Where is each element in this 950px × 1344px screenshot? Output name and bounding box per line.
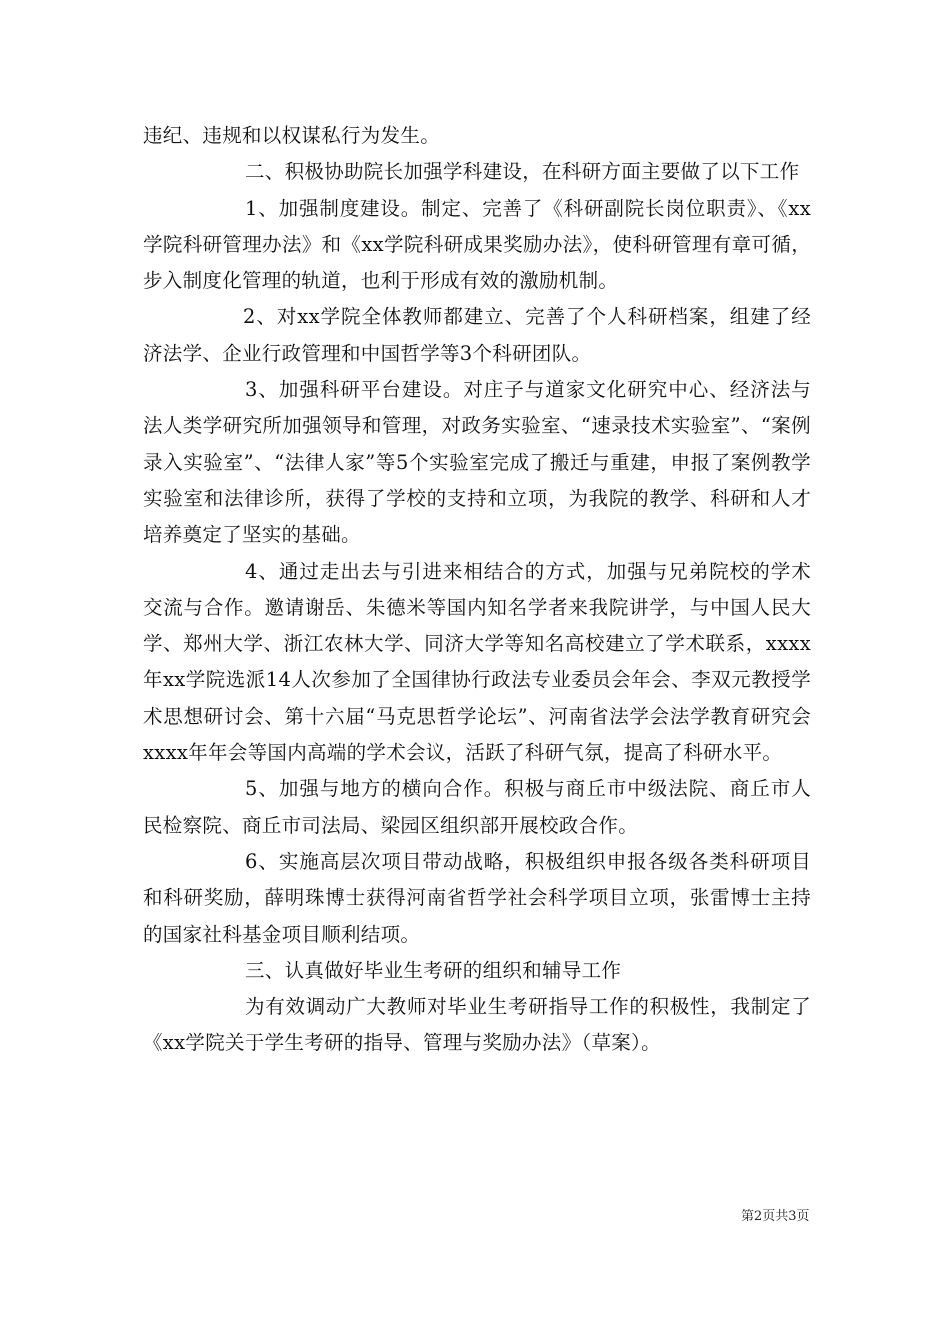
page-number: 第2页共3页 [741,1209,810,1224]
paragraph-closing: 为有效调动广大教师对毕业生考研指导工作的积极性，我制定了《xx学院关于学生考研的指导、管理与奖励办法》（草案）。 [143,995,811,1055]
section-heading-3: 三、认真做好毕业生考研的组织和辅导工作 [245,958,622,982]
paragraph-continuation: 违纪、违规和以权谋私行为发生。 [143,124,441,147]
document-body [143,118,811,1062]
paragraph-item-5: 5、加强与地方的横向合作。积极与商丘市中级法院、商丘市人民检察院、商丘市司法局、梁园区组织部开展校政合作。 [143,777,811,837]
paragraph-item-4: 4、通过走出去与引进来相结合的方式，加强与兄弟院校的学术交流与合作。邀请谢岳、朱德米等国内知名学者来我院讲学，与中国人民大学、郑州大学、浙江农林大学、同济大学等知名高校建立了学术联系，xxxx年xx学院选派14人次参加了全国律协行政法专业委员会年会、李双元教授学术思想研讨会、第十六届“马克思哲学论坛”、河南省法学会法学教育研究会xxxx年年会等国内高端的学术会议，活跃了科研气氛，提高了科研水平。 [143,559,811,765]
section-heading-2: 二、积极协助院长加强学科建设，在科研方面主要做了以下工作 [245,160,800,184]
paragraph-item-1: 1、加强制度建设。制定、完善了《科研副院长岗位职责》、《xx学院科研管理办法》和《xx学院科研成果奖励办法》，使科研管理有章可循，步入制度化管理的轨道，也利于形成有效的激励机制。 [143,196,811,293]
paragraph-item-3: 3、加强科研平台建设。对庄子与道家文化研究中心、经济法与法人类学研究所加强领导和管理，对政务实验室、“速录技术实验室”、“案例录入实验室”、“法律人家”等5个实验室完成了搬迁与重建，申报了案例教学实验室和法律诊所，获得了学校的支持和立项，为我院的教学、科研和人才培养奠定了坚实的基础。 [143,378,811,547]
paragraph-item-2: 2、对xx学院全体教师都建立、完善了个人科研档案，组建了经济法学、企业行政管理和中国哲学等3个科研团队。 [143,305,811,365]
paragraph-item-6: 6、实施高层次项目带动战略，积极组织申报各级各类科研项目和科研奖励，薛明珠博士获得河南省哲学社会科学项目立项，张雷博士主持的国家社科基金项目顺利结项。 [143,849,811,946]
